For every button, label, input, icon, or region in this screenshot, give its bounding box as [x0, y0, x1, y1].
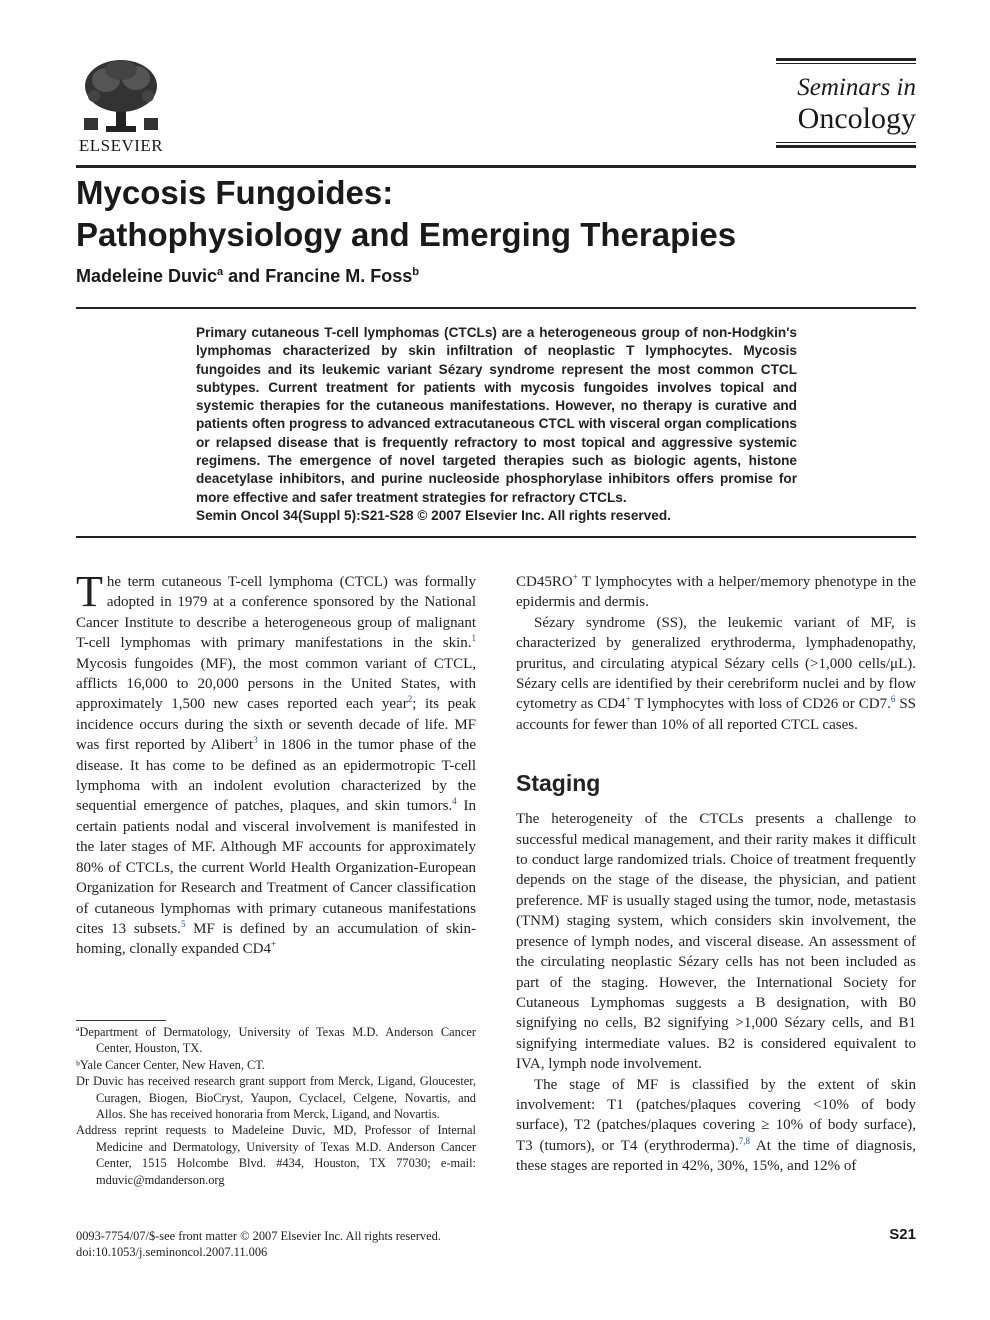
author-2-affiliation: b — [412, 266, 419, 278]
journal-masthead — [776, 58, 916, 148]
footnotes — [76, 1024, 476, 1188]
text-run: In certain patients nodal and visceral involvement is manifested in the later stages of MF. Although MF accounts for approximately 80% of CTCLs, the current World Health Organization-European Organization for Research and Treatment of Cancer classification of cutaneous lymphomas with primary cutaneous manifestations cites 13 subsets. — [76, 798, 476, 937]
staging-classification-paragraph — [516, 1075, 916, 1177]
author-2: Francine M. Foss — [265, 266, 413, 286]
journal-name-line2: Oncology — [797, 102, 916, 135]
correspondence-address: Address reprint requests to Madeleine Duvic, MD, Professor of Internal Medicine and Dermatology, University of Texas M.D. Anderson Cancer Center, 1515 Holcombe Blvd. #434, Houston, TX 77030; e-mail: mduvic@mdanderson.org — [76, 1123, 476, 1187]
footnote-rule — [76, 1020, 166, 1021]
masthead-rule-top-thin — [776, 63, 916, 64]
masthead-rule-bottom-thin — [776, 142, 916, 143]
text-run: CD45RO — [516, 574, 573, 590]
reference-link[interactable]: 1 — [471, 633, 476, 644]
abstract — [196, 324, 797, 525]
superscript-plus: + — [625, 694, 631, 705]
superscript-plus: + — [270, 939, 277, 950]
reference-link[interactable]: 7,8 — [738, 1135, 750, 1146]
reference-link[interactable]: 3 — [253, 735, 258, 746]
journal-name-line1: Seminars in — [797, 74, 916, 101]
affiliation-b: ᵇYale Cancer Center, New Haven, CT. — [76, 1057, 266, 1072]
author-1: Madeleine Duvic — [76, 266, 218, 286]
text-run: MF is defined by an accumulation of skin-homing, clonally expanded CD4 — [76, 920, 476, 958]
text-run: Sézary syndrome (SS), the leukemic variant of MF, is characterized by generalized erythroderma, lymphadenopathy, pruritus, and circulating atypical Sézary cells (>1,000 cells/μL). Sézary cells are identified by their cerebriform nuclei and by flow cytometry as CD4 — [516, 614, 916, 713]
staging-paragraph: The heterogeneity of the CTCLs presents a challenge to successful medical management, and their rarity makes it difficult to conduct large randomized trials. Choice of treatment frequently depends on the stage of the disease, the physician, and patient preference. MF is usually staged using the tumor, node, metastasis (TNM) staging system, which considers skin involvement, the presence of lymph nodes, and visceral disease. An assessment of the circulating neoplastic Sézary cells has not been included as part of the staging. However, the International Society for Cutaneous Lymphomas suggests a B designation, with B0 signifying no cells, B2 signifying >1,000 Sézary cells, and B1 signifying intermediate values. B2 is considered equivalent to IVA, lymph node involvement. — [516, 811, 916, 1073]
publisher-name: ELSEVIER — [78, 136, 164, 155]
reference-link[interactable]: 6 — [890, 694, 896, 705]
disclosure-note: Dr Duvic has received research grant support from Merck, Ligand, Gloucester, Curagen, Biogen, BioCryst, Yaupon, Cyclacel, Celgene, Novartis, and Allos. She has received honoraria from Merck, Ligand, and Novartis. — [76, 1074, 476, 1122]
article-title — [76, 172, 916, 256]
text-run: ; its peak incidence occurs during the sixth or seventh decade of life. MF was first reported by Alibert — [76, 696, 476, 754]
reference-link[interactable]: 5 — [180, 918, 186, 929]
text-run: Mycosis fungoides (MF), the most common variant of CTCL, afflicts 16,000 to 20,000 persons in the United States, with approximately 1,500 new cases reported each year — [76, 655, 476, 713]
page-number: S21 — [889, 1226, 916, 1243]
page-footer — [76, 1228, 441, 1261]
drop-cap: T — [76, 567, 103, 616]
text-run: in 1806 in the tumor phase of the disease. It has come to be defined as an epidermotropic T-cell lymphoma with an indolent evolution characterized by the sequential emergence of patches, plaques, and skin tumors. — [76, 737, 476, 815]
reference-link[interactable]: 4 — [452, 796, 457, 807]
author-list — [76, 266, 419, 287]
text-run: he term cutaneous T-cell lymphoma (CTCL) was formally adopted in 1979 at a conference sponsored by the National Cancer Institute to describe a heterogeneous group of malignant T-cell lymphomas with primary manifestations in the skin. — [76, 574, 476, 652]
intro-paragraph — [76, 567, 476, 960]
author-conjunction: and — [223, 266, 266, 286]
section-heading-staging: Staging — [516, 770, 601, 797]
abstract-top-rule — [76, 307, 916, 309]
reference-link[interactable]: 2 — [407, 694, 413, 705]
abstract-bottom-rule — [76, 536, 916, 538]
body-column-right — [516, 572, 916, 1177]
intro-paragraph-continued — [516, 572, 916, 613]
masthead-rule-bottom — [776, 145, 916, 148]
text-run: T lymphocytes with a helper/memory phenotype in the epidermis and dermis. — [516, 574, 916, 611]
author-1-affiliation: a — [217, 266, 224, 278]
title-line-1: Mycosis Fungoides: — [76, 174, 394, 211]
masthead-rule-top — [776, 58, 916, 61]
affiliation-a: ªDepartment of Dermatology, University of Texas M.D. Anderson Cancer Center, Houston, TX. — [76, 1025, 476, 1056]
text-run: SS accounts for fewer than 10% of all reported CTCL cases. — [516, 696, 917, 733]
text-run: T lymphocytes with loss of CD26 or CD7. — [630, 696, 891, 713]
abstract-text: Primary cutaneous T-cell lymphomas (CTCLs) are a heterogeneous group of non-Hodgkin's lymphomas characterized by skin infiltration of neoplastic T lymphocytes. Mycosis fungoides and its leukemic variant Sézary syndrome represent the most common CTCL subtypes. Current treatment for patients with mycosis fungoides involves topical and systemic therapies for the cutaneous manifestations. However, no therapy is curative and patients often progress to advanced extracutaneous CTCL with visceral organ complications or relapsed disease that is frequently refractory to most topical and aggressive systemic regimens. The emergence of novel targeted therapies such as biologic agents, histone deacetylase inhibitors, and purine nucleoside phosphorylase inhibitors offers promise for more effective and safer treatment strategies for refractory CTCLs. — [196, 325, 797, 505]
sezary-paragraph — [516, 613, 916, 735]
header-rule — [76, 165, 916, 168]
doi-line[interactable]: doi:10.1053/j.seminoncol.2007.11.006 — [76, 1245, 268, 1260]
issn-line: 0093-7754/07/$-see front matter © 2007 Elsevier Inc. All rights reserved. — [76, 1229, 441, 1243]
superscript-plus: + — [572, 572, 578, 582]
body-column-left — [76, 567, 476, 960]
text-run: At the time of diagnosis, these stages are reported in 42%, 30%, 15%, and 12% of — [516, 1137, 916, 1175]
title-line-2: Pathophysiology and Emerging Therapies — [76, 216, 737, 253]
abstract-citation: Semin Oncol 34(Suppl 5):S21-S28 © 2007 Elsevier Inc. All rights reserved. — [196, 507, 671, 523]
text-run: The stage of MF is classified by the extent of skin involvement: T1 (patches/plaques covering <10% of body surface), T2 (patches/plaques covering ≥ 10% of body surface), T3 (tumors), or T4 (erythroderma). — [516, 1076, 916, 1154]
